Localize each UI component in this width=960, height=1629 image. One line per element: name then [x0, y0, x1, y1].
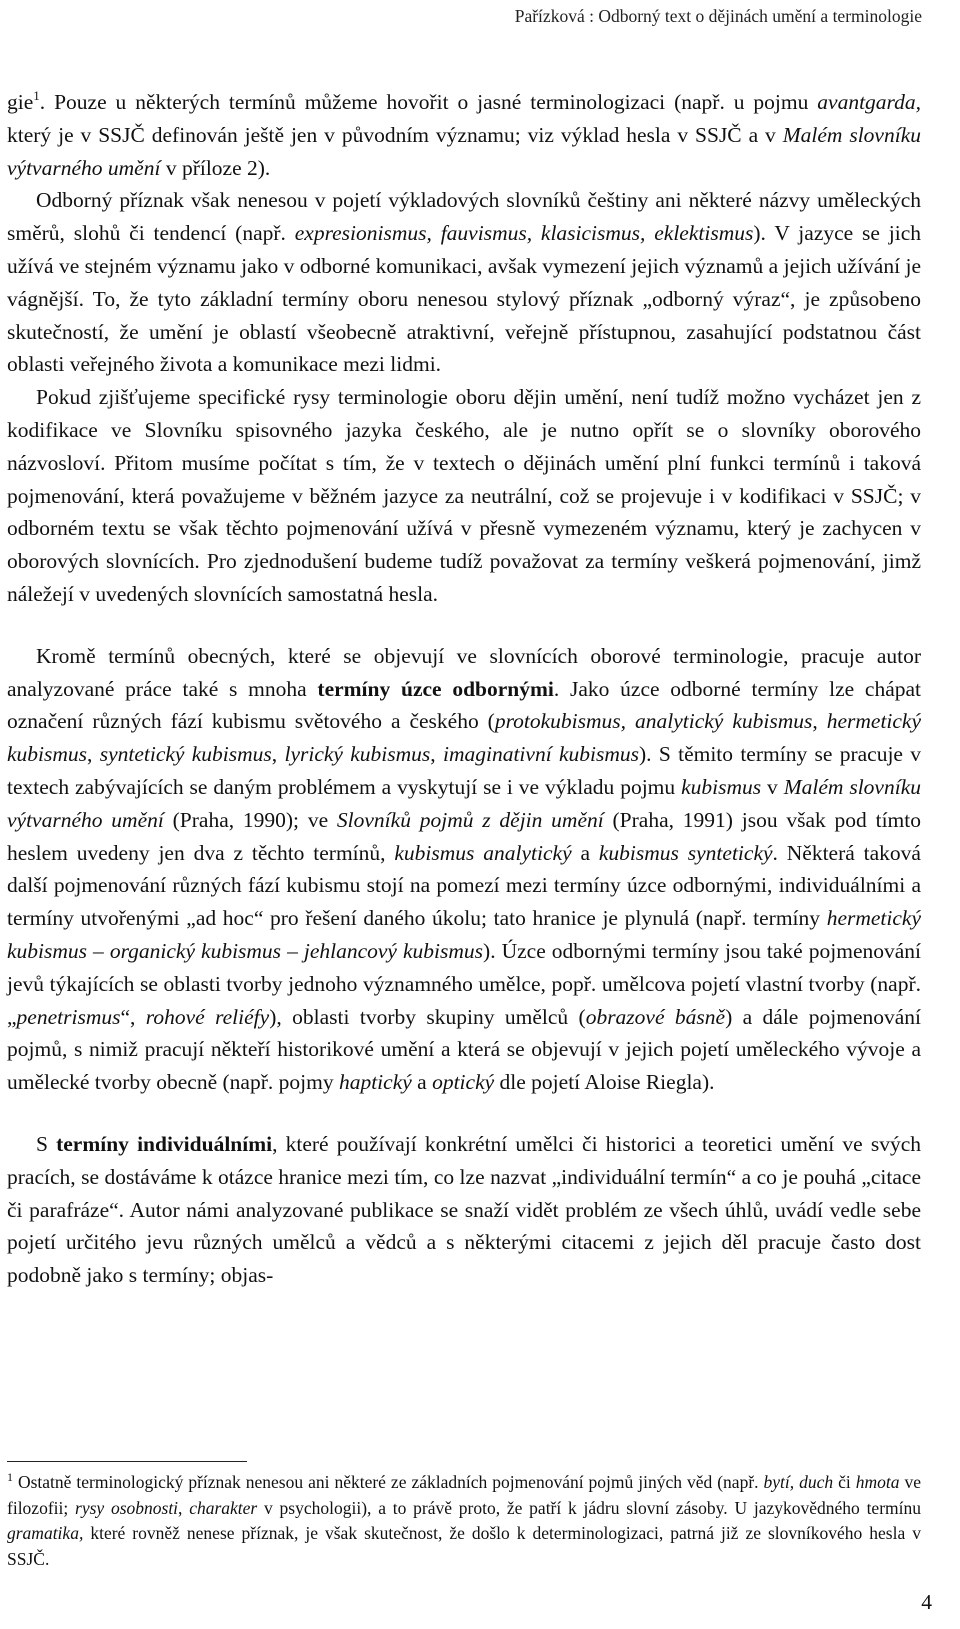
italic-term: penetrismus: [16, 1004, 121, 1029]
page-number: 4: [921, 1590, 932, 1614]
footnote-1: [7, 1470, 921, 1572]
italic-term: Malém slovníku výtvarného umění: [7, 774, 921, 832]
text-run: Kromě termínů obecných, které se objevují ve slovnících oborové terminologie, pracuje autor analyzované práce také s mnoha: [7, 643, 921, 701]
text-run: které rovněž nenese příznak, je však skutečnost, že došlo k determinologizaci, patrná již ze slovníkového hesla v SSJČ.: [7, 1523, 921, 1569]
text-run: ,: [812, 709, 827, 734]
text-run: ). Úzce odbornými termíny jsou také pojmenování jevů týkajících se oblasti tvorby jednoho významného umělce, popř. umělcova pojetí vlastní tvorby (např. „: [7, 938, 922, 1029]
text-run: , které používají konkrétní umělci či historici a teoretici umění ve svých pracích, se dostáváme k otázce hranice mezi tím, co lze nazvat „individuální termín“ a co je pouhá „citace či parafráze“. Autor námi analyzované publikace se snaží vidět problém ze všech úhlů, uvádí vedle sebe pojetí určitého jevu různých umělců a vědců a s některými citacemi z jejich děl pracuje často dost podobně jako s termíny; objas-: [7, 1131, 921, 1288]
text-run: (Praha, 1990); ve: [163, 807, 337, 832]
paragraph-3: [7, 381, 921, 611]
text-run: . Pouze u některých termínů můžeme hovořit o jasné terminologizaci (např. u pojmu: [39, 90, 818, 114]
footnote-ref: 1: [7, 1470, 13, 1484]
italic-term: optický: [432, 1070, 495, 1095]
footnote-ref: 1: [33, 88, 40, 103]
italic-term: kubismus: [681, 774, 762, 799]
text-run: či: [833, 1472, 856, 1492]
text-run: dle pojetí Aloise Riegla).: [494, 1070, 715, 1095]
text-run: ,: [178, 1497, 190, 1518]
text-run: ), oblasti tvorby skupiny umělců (: [269, 1004, 586, 1029]
text-run: v: [761, 774, 784, 799]
text-run: ,: [271, 742, 285, 767]
italic-term: obrazové básně: [585, 1004, 726, 1029]
text-run: a: [411, 1070, 433, 1095]
italic-term: expresionismus, fauvismus, klasicismus, eklektismus: [294, 221, 754, 246]
text-run: ,: [430, 742, 443, 767]
running-head: Pařízková : Odborný text o dějinách umění a terminologie: [514, 6, 922, 26]
text-run: a: [571, 840, 599, 865]
text-run: “,: [120, 1004, 146, 1029]
body-text: [7, 86, 921, 1292]
text-run: (Praha, 1991) jsou však pod tímto heslem uvedeny jen dva z těchto termínů,: [7, 807, 921, 865]
text-run: S: [36, 1131, 57, 1156]
italic-term: hermetický kubismus: [7, 709, 922, 767]
text-run: ). V jazyce se jich užívá ve stejném významu jako v odborné komunikaci, avšak vymezení jejich významů a jejich užívání je vágnější. To, že tyto základní termíny oboru nenesou stylový příznak „odborný výraz“, je způsobeno skutečností, že umění je oblastí všeobecně atraktivní, veřejně přístupnou, zasahující podstatnou část oblasti veřejného života a komunikace mezi lidmi.: [7, 221, 921, 377]
italic-term: hermetický kubismus – organický kubismus – jehlancový kubismus: [7, 906, 921, 963]
text-run: ). S těmito termíny se pracuje v textech zabývajících se daným problémem a vyskytují se i ve výkladu pojmu: [7, 742, 922, 799]
paragraph-2: [7, 184, 921, 381]
footnote: [7, 1470, 921, 1572]
italic-term: protokubismus, analytický kubismus: [494, 709, 813, 734]
bold-term: termíny úzce odbornými: [317, 676, 554, 701]
text-run: . Jako úzce odborné termíny lze chápat označení různých fází kubismu světového a českého (: [7, 676, 922, 734]
italic-term: gramatika,: [7, 1523, 84, 1543]
text-run: Pokud zjišťujeme specifické rysy terminologie oboru dějin umění, není tudíž možno vycházet jen z kodifikace ve Slovníku spisovného jazyka českého, ale je nutno opřít se o slovníky oborového názvosloví. Přitom musíme počítat s tím, že v textech o dějinách umění plní funkci termínů i taková pojmenování, která považujeme v běžném jazyce za neutrální, což se projevuje i v kodifikaci v SSJČ; v odborném textu se však těchto pojmenování užívá v přesně vymezeném významu, který je zachycen v oborových slovnících. Pro zjednodušení budeme tudíž považovat za termíny veškerá pojmenování, jimž náležejí v uvedených slovnících samostatná hesla.: [7, 385, 921, 606]
footnote-separator: [7, 1461, 247, 1462]
italic-term: kubismus syntetický: [598, 840, 773, 865]
text-run: . Některá taková další pojmenování různých fází kubismu stojí na pomezí mezi termíny úzce odbornými, individuálními a termíny utvořenými „ad hoc“ pro řešení daného úkolu; tato hranice je plynulá (např. termíny: [7, 840, 921, 931]
paragraph-1: [7, 86, 921, 184]
italic-term: avantgarda,: [817, 90, 921, 114]
text-run: v psychologii), a to právě proto, že patří k jádru slovní zásoby. U jazykovědného termínu: [257, 1497, 922, 1518]
text-run: ve filozofii;: [7, 1472, 921, 1518]
italic-term: rohové reliéfy: [145, 1004, 270, 1029]
paragraph-4: [7, 640, 921, 1099]
italic-term: kubismus analytický: [394, 840, 572, 865]
italic-term: haptický: [338, 1070, 412, 1095]
italic-term: charakter: [189, 1497, 258, 1518]
italic-term: syntetický kubismus: [99, 742, 272, 767]
italic-term: lyrický kubismus: [284, 742, 431, 767]
paragraph-5: [7, 1128, 921, 1292]
text-run: ) a dále pojmenování pojmů, s nimiž pracují někteří historikové umění a která se objevují v jejich pojetí uměleckého vývoje a umělecké tvorby obecně (např. pojmy: [7, 1004, 921, 1095]
italic-term: Malém slovníku výtvarného umění: [7, 122, 921, 180]
text-run: Odborný příznak však nenesou v pojetí výkladových slovníků češtiny ani některé názvy uměleckých směrů, slohů či tendencí (např.: [7, 188, 921, 246]
italic-term: hmota: [855, 1472, 900, 1492]
text-run: který je v SSJČ definován ještě jen v původním významu; viz výklad hesla v SSJČ a v: [7, 122, 783, 147]
text-run: ,: [87, 742, 100, 767]
italic-term: imaginativní kubismus: [442, 742, 639, 767]
italic-term: bytí, duch: [763, 1472, 834, 1492]
italic-term: rysy osobnosti: [75, 1497, 179, 1518]
text-run: gie: [7, 90, 34, 114]
bold-term: termíny individuálními: [56, 1131, 273, 1156]
italic-term: Slovníků pojmů z dějin umění: [336, 807, 604, 832]
text-run: v příloze 2).: [160, 155, 271, 180]
text-run: Ostatně terminologický příznak nenesou ani některé ze základních pojmenování pojmů jiných věd (např.: [13, 1472, 764, 1492]
